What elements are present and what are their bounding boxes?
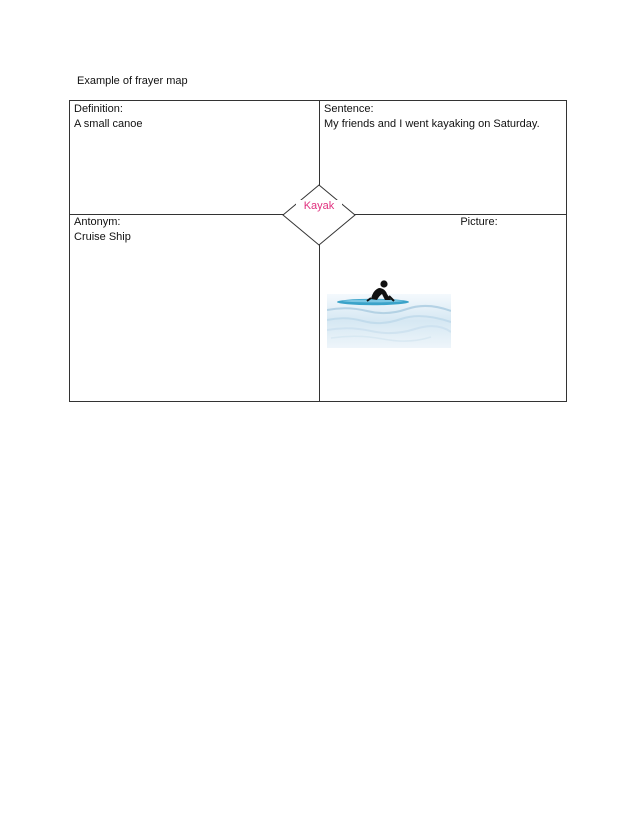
- center-diamond: [281, 183, 357, 247]
- center-word: Kayak: [303, 200, 335, 212]
- sentence-quadrant: [324, 102, 540, 132]
- definition-quadrant: [74, 102, 142, 132]
- definition-label: Definition:: [74, 103, 123, 115]
- sentence-label: Sentence:: [324, 103, 374, 115]
- vertical-divider: [319, 101, 320, 401]
- definition-value: A small canoe: [74, 118, 143, 130]
- antonym-label: Antonym:: [74, 216, 121, 228]
- picture-quadrant: [320, 215, 568, 230]
- picture-label: Picture:: [460, 216, 498, 228]
- kayaker-photo: [327, 276, 451, 348]
- frayer-map: [69, 100, 567, 402]
- document-title: Example of frayer map: [77, 75, 188, 87]
- antonym-value: Cruise Ship: [74, 231, 131, 243]
- antonym-quadrant: [74, 215, 131, 245]
- sentence-value: My friends and I went kayaking on Saturday.: [324, 118, 540, 130]
